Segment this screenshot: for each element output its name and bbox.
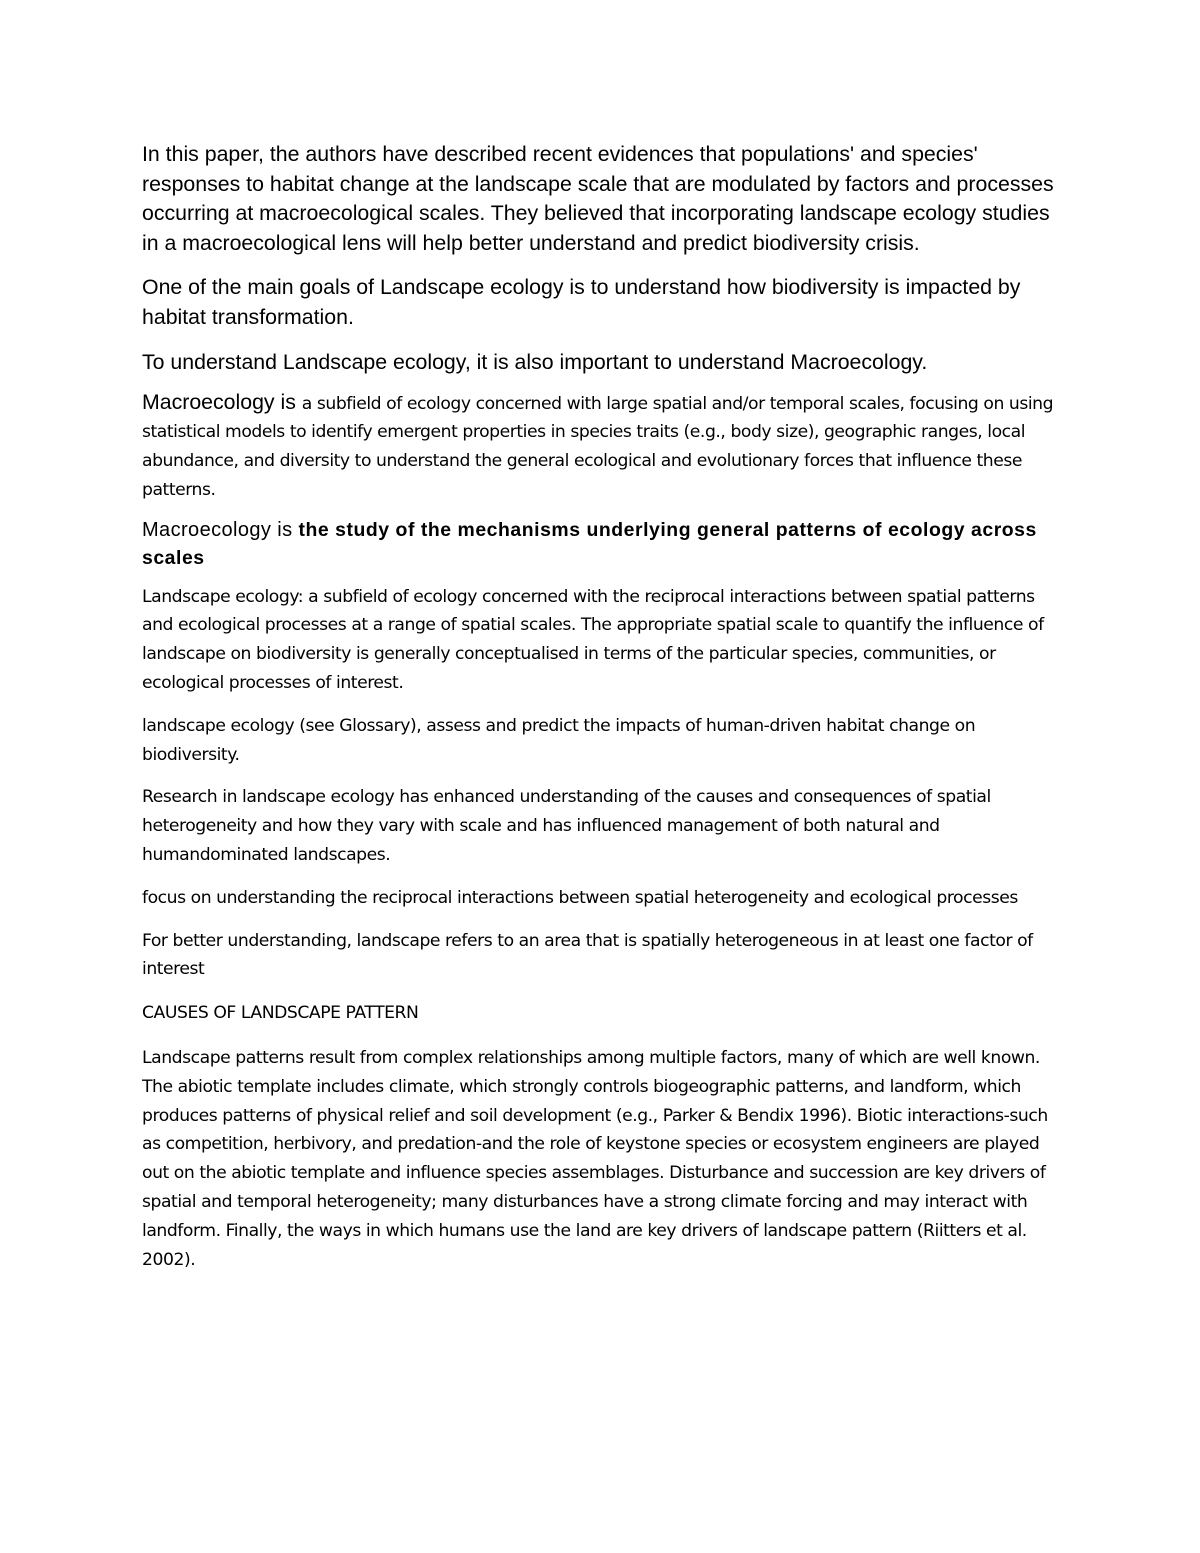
goal-paragraph: One of the main goals of Landscape ecology is to understand how biodiversity is impacted by habitat transformation. — [142, 275, 1021, 329]
document-page — [142, 140, 1057, 1274]
understand-paragraph: To understand Landscape ecology, it is also important to understand Macroecology. — [142, 350, 928, 374]
better-understanding-paragraph: For better understanding, landscape refers to an area that is spatially heterogeneous in at least one factor of interest — [142, 930, 1033, 980]
landscape-patterns-paragraph: Landscape patterns result from complex relationships among multiple factors, many of which are well known. The abiotic template includes climate, which strongly controls biogeographic patterns, and landform, which produces patterns of physical relief and soil development (e.g., Parker & Bendix 1996). Biotic interactions-such as competition, herbivory, and predation-and the role of keystone species or ecosystem engineers are played out on the abiotic template and influence species assemblages. Disturbance and succession are key drivers of spatial and temporal heterogeneity; many disturbances have a strong climate forcing and may interact with landform. Finally, the ways in which humans use the land are key drivers of landscape pattern (Riitters et al. 2002). — [142, 1048, 1048, 1270]
landscape-definition-paragraph: Landscape ecology: a subfield of ecology concerned with the reciprocal interactions between spatial patterns and ecological processes at a range of spatial scales. The appropriate spatial scale to quantify the influence of landscape on biodiversity is generally conceptualised in terms of the particular species, communities, or ecological processes of interest. — [142, 586, 1044, 694]
macroecology-definition-paragraph — [142, 388, 1057, 505]
focus-paragraph: focus on understanding the reciprocal interactions between spatial heterogeneity and ecological processes — [142, 887, 1018, 908]
macroecology-definition-lead: Macroecology is — [142, 389, 302, 414]
intro-paragraph: In this paper, the authors have described recent evidences that populations' and species' responses to habitat change at the landscape scale that are modulated by factors and processes occurring at macroecological scales. They believed that incorporating landscape ecology studies in a macroecological lens will help better understand and predict biodiversity crisis. — [142, 142, 1054, 255]
macroecology-definition-body: a subfield of ecology concerned with large spatial and/or temporal scales, focusing on using statistical models to identify emergent properties in species traits (e.g., body size), geographic ranges, local abundance, and diversity to understand the general ecological and evolutionary forces that influence these patterns. — [142, 393, 1054, 500]
research-paragraph: Research in landscape ecology has enhanced understanding of the causes and consequences of spatial heterogeneity and how they vary with scale and has influenced management of both natural and humandominated landscapes. — [142, 787, 991, 866]
section-heading: CAUSES OF LANDSCAPE PATTERN — [142, 1003, 419, 1024]
macroecology-study-paragraph — [142, 517, 1057, 573]
macroecology-study-lead: Macroecology is — [142, 518, 299, 541]
macroecology-study-bold: the study of the mechanisms underlying general patterns of ecology across scales — [142, 518, 1037, 569]
glossary-paragraph: landscape ecology (see Glossary), assess and predict the impacts of human-driven habitat change on biodiversity. — [142, 715, 976, 765]
